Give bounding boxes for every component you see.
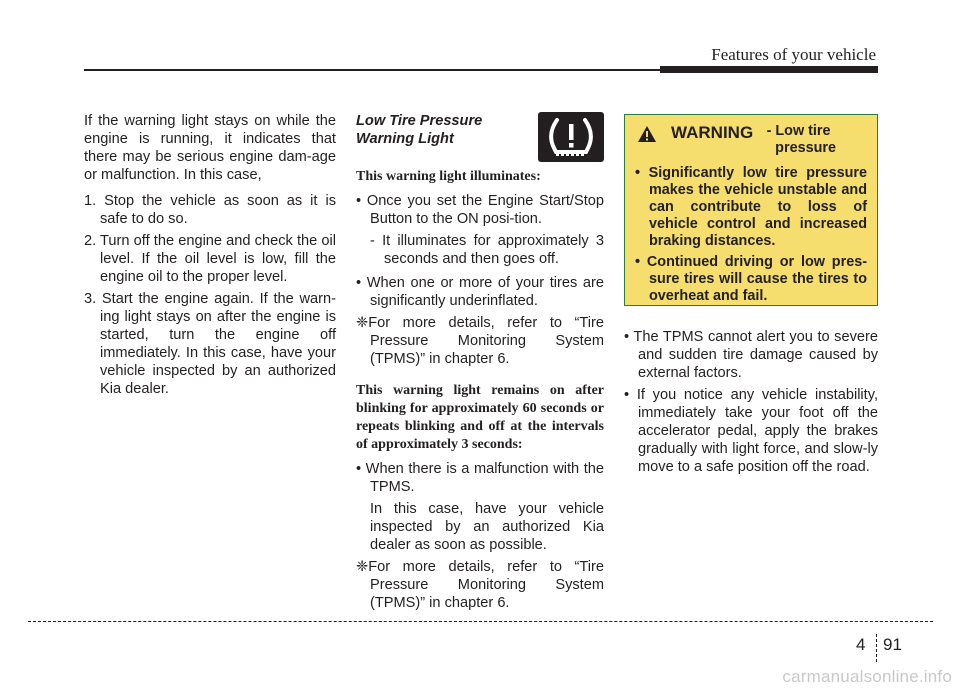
tire-pressure-warning-icon: [538, 112, 604, 162]
instability-bullet: • If you notice any vehicle instability, immediately take your foot off the accelerator pedal, apply the brakes gradually with light force, and slow-ly move to a safe position off the road.: [624, 387, 878, 475]
malfunction-bullet: • When there is a malfunction with the TPMS.: [356, 461, 604, 495]
warning-subtitle-line-1: - Low tire: [766, 123, 831, 139]
footer-divider: [28, 621, 933, 622]
warning-bullet-1: • Significantly low tire pressure makes the vehicle unstable and can contribute to loss of vehicle control and increased braking distances.: [635, 165, 867, 249]
malfunction-paragraph: In this case, have your vehicle inspected by an authorized Kia dealer as soon as possible.: [370, 501, 604, 553]
warning-header: [635, 123, 867, 157]
step-1: 1. Stop the vehicle as soon as it is safe to do so.: [84, 193, 336, 227]
step-3: 3. Start the engine again. If the warn-ing light stays on after the engine is started, turn the engine off immediately. In this case, have your vehicle inspected by an authorized Kia dealer.: [84, 291, 336, 397]
footer-page-separator: [876, 634, 877, 662]
page-number: 91: [883, 635, 902, 654]
chapter-number: 4: [856, 635, 866, 654]
page-header-title: Features of your vehicle: [711, 45, 876, 64]
warning-box: [624, 114, 878, 306]
intro-paragraph: If the warning light stays on while the engine is running, it indicates that there may be serious engine dam-age or malfunction. In this case,: [84, 113, 336, 183]
column-left: [84, 112, 336, 402]
column-right: [624, 328, 878, 480]
warning-label: WARNING: [671, 123, 754, 142]
step-2: 2. Turn off the engine and check the oil level. If the oil level is low, fill the engine oil to the proper level.: [84, 233, 336, 285]
watermark: carmanualsonline.info: [782, 667, 952, 686]
reference-note-2: ❈For more details, refer to “Tire Pressure Monitoring System (TPMS)” in chapter 6.: [356, 559, 604, 611]
illuminates-bullet-1: • Once you set the Engine Start/Stop Button to the ON posi-tion.: [356, 193, 604, 227]
warning-subtitle: [761, 123, 836, 157]
warning-triangle-icon: [637, 125, 657, 143]
tpms-limit-bullet: • The TPMS cannot alert you to severe and sudden tire damage caused by external factors.: [624, 329, 878, 381]
reference-note-1: ❈For more details, refer to “Tire Pressure Monitoring System (TPMS)” in chapter 6.: [356, 315, 604, 367]
header-rule-accent: [660, 66, 878, 73]
warning-bullet-2: • Continued driving or low pres-sure tires will cause the tires to overheat and fail.: [635, 254, 867, 304]
illuminates-heading: This warning light illuminates:: [356, 169, 541, 184]
section-title-line-2: Warning Light: [356, 131, 454, 147]
remains-heading: This warning light remains on after blinking for approximately 60 seconds or repeats blinking and off at the intervals of approximately 3 seconds:: [356, 383, 604, 452]
section-title: [356, 112, 526, 148]
warning-subtitle-line-2: pressure: [775, 140, 836, 156]
illuminates-bullet-1-sub: - It illuminates for approximately 3 seconds and then goes off.: [370, 233, 604, 267]
illuminates-bullet-2: • When one or more of your tires are significantly underinflated.: [356, 275, 604, 309]
column-middle: [356, 112, 604, 616]
section-title-line-1: Low Tire Pressure: [356, 113, 483, 129]
